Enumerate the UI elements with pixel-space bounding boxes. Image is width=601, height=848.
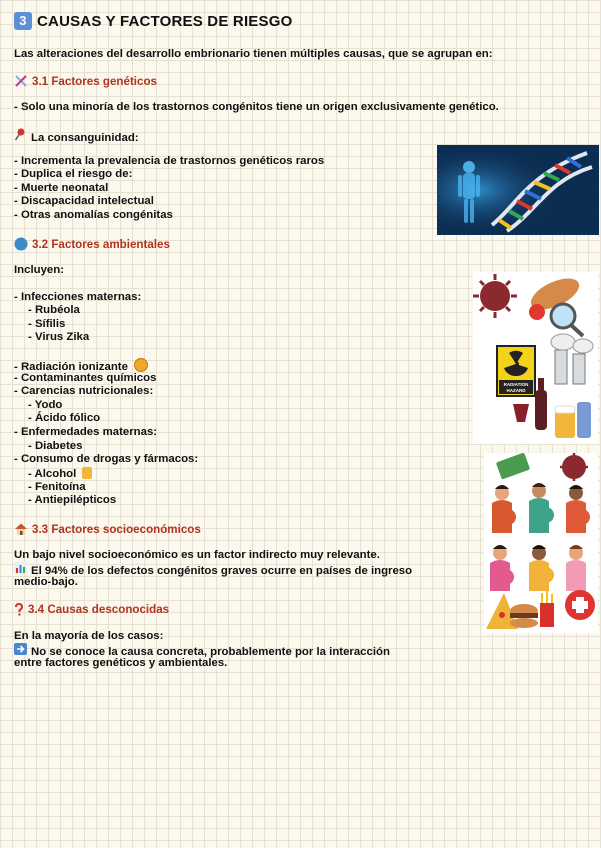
list-item: - Muerte neonatal	[14, 182, 109, 194]
environmental-heading-text: 3.2 Factores ambientales	[32, 237, 170, 251]
radiation-text: - Radiación ionizante	[14, 361, 128, 373]
list-item: - Sífilis	[28, 318, 66, 330]
socio-text-1: Un bajo nivel socioeconómico es un factor indirecto muy relevante.	[14, 549, 380, 561]
pregnant-women-illustration	[484, 453, 598, 633]
radioactive-face-icon	[134, 358, 148, 372]
unknown-arrow-text: No se conoce la causa concreta, probablemente por la interacción	[31, 646, 390, 658]
radiation-sign-line2: HAZARD	[506, 388, 526, 393]
right-arrow-icon	[14, 643, 27, 655]
socio-text-3: medio-bajo.	[14, 576, 78, 588]
bar-chart-icon	[14, 562, 27, 574]
keycap-number-icon: 3	[14, 12, 32, 30]
unknown-text-3: entre factores genéticos y ambientales.	[14, 657, 228, 669]
list-item: - Contaminantes químicos	[14, 372, 157, 384]
genetic-heading-text: 3.1 Factores genéticos	[32, 74, 158, 88]
virus-icon	[473, 274, 517, 318]
socio-heading-text: 3.3 Factores socioeconómicos	[32, 522, 201, 536]
beer-mug-icon	[82, 467, 92, 479]
unknown-text-1: En la mayoría de los casos:	[14, 630, 164, 642]
socio-heading	[14, 522, 201, 536]
list-item: - Yodo	[28, 399, 63, 411]
question-icon	[14, 603, 24, 616]
list-item: - Otras anomalías congénitas	[14, 209, 173, 221]
list-item: - Virus Zika	[28, 331, 90, 343]
list-item: - Duplica el riesgo de:	[14, 168, 133, 180]
list-item: - Carencias nutricionales:	[14, 385, 154, 397]
page-title-text: CAUSAS Y FACTORES DE RIESGO	[37, 12, 293, 30]
unknown-heading	[14, 603, 169, 616]
environmental-factors-illustration	[473, 272, 598, 444]
list-item: - Fenitoína	[28, 481, 86, 493]
globe-icon	[14, 237, 28, 251]
consang-label-text: La consanguinidad:	[31, 132, 139, 144]
list-item: - Diabetes	[28, 440, 83, 452]
list-item: - Incrementa la prevalencia de trastornos genéticos raros	[14, 155, 325, 167]
dna-illustration	[437, 145, 599, 235]
dna-icon	[14, 74, 28, 88]
socio-stat-text: El 94% de los defectos congénitos graves ocurre en países de ingreso	[31, 565, 413, 577]
intro-text: Las alteraciones del desarrollo embrionario tienen múltiples causas, que se agrupan en:	[14, 48, 493, 60]
page-title	[14, 12, 292, 30]
pushpin-icon	[14, 128, 27, 141]
consang-label	[14, 128, 139, 146]
list-item: - Infecciones maternas:	[14, 291, 142, 303]
list-item: - Ácido fólico	[28, 412, 101, 424]
genetic-text: - Solo una minoría de los trastornos congénitos tiene un origen exclusivamente genético.	[14, 101, 499, 113]
genetic-heading	[14, 74, 157, 88]
radiation-sign-line1: RADIATION	[503, 382, 529, 387]
list-item	[28, 467, 92, 482]
alcohol-text: - Alcohol	[28, 468, 77, 480]
list-item: - Consumo de drogas y fármacos:	[14, 453, 199, 465]
unknown-heading-text: 3.4 Causas desconocidas	[28, 603, 170, 616]
list-item: - Discapacidad intelectual	[14, 195, 154, 207]
house-icon	[14, 522, 28, 536]
environmental-heading	[14, 237, 170, 251]
includes-label: Incluyen:	[14, 264, 65, 276]
list-item: - Enfermedades maternas:	[14, 426, 158, 438]
list-item: - Antiepilépticos	[28, 494, 117, 506]
list-item: - Rubéola	[28, 304, 80, 316]
